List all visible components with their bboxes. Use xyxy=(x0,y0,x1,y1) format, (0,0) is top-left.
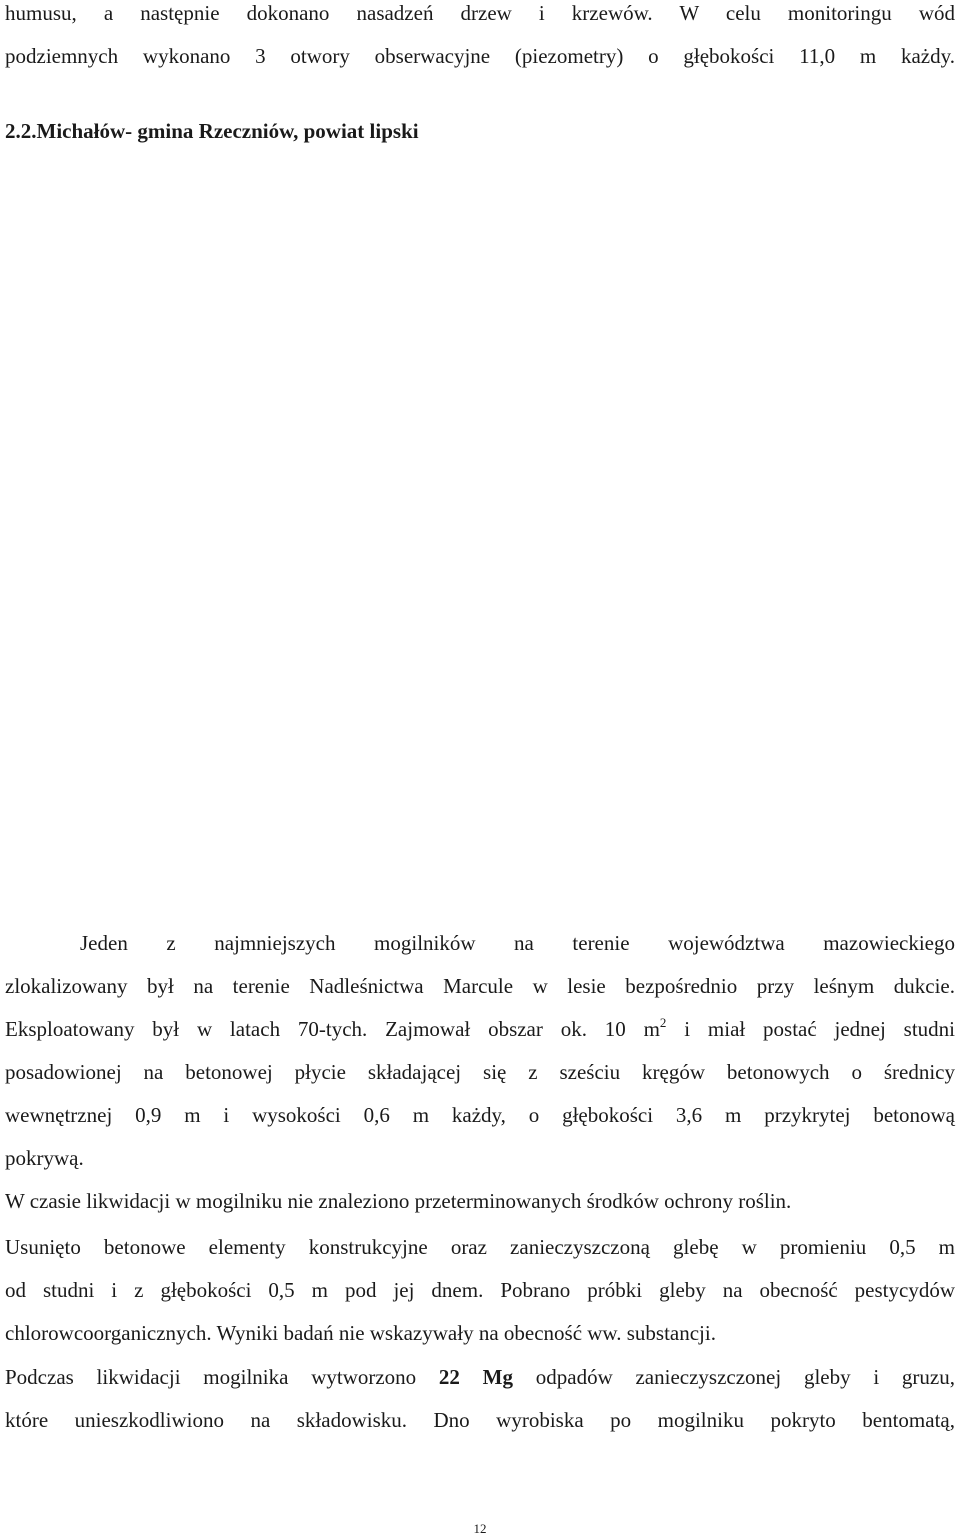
para1-line-3 xyxy=(5,1016,955,1042)
para1-line-4: posadowionej na betonowej płycie składającej się z sześciu kręgów betonowych o średnicy xyxy=(5,1060,955,1084)
para1-line-3-text: Eksploatowany był w latach 70-tych. Zajmował obszar ok. 10 m xyxy=(5,1017,660,1041)
section-heading: 2.2.Michałów- gmina Rzeczniów, powiat lipski xyxy=(5,119,419,143)
intro-line-1: humusu, a następnie dokonano nasadzeń drzew i krzewów. W celu monitoringu wód xyxy=(5,1,955,25)
para1-line-1: Jeden z najmniejszych mogilników na terenie województwa mazowieckiego xyxy=(80,931,955,955)
page-number: 12 xyxy=(473,1521,487,1536)
para2-line: W czasie likwidacji w mogilniku nie znaleziono przeterminowanych środków ochrony roślin. xyxy=(5,1189,792,1213)
para3-line-1: Usunięto betonowe elementy konstrukcyjne oraz zanieczyszczoną glebę w promieniu 0,5 m xyxy=(5,1235,955,1259)
para1-line-6: pokrywą. xyxy=(5,1146,84,1170)
para3-line-3: chlorowcoorganicznych. Wyniki badań nie wskazywały na obecność ww. substancji. xyxy=(5,1321,716,1345)
para4-line-1 xyxy=(5,1364,955,1390)
figure-area xyxy=(5,160,955,900)
waste-amount: 22 Mg xyxy=(438,1365,513,1389)
para3-line-2: od studni i z głębokości 0,5 m pod jej dnem. Pobrano próbki gleby na obecność pestycydów xyxy=(5,1278,955,1302)
intro-line-2: podziemnych wykonano 3 otwory obserwacyjne (piezometry) o głębokości 11,0 m każdy. xyxy=(5,44,955,68)
superscript-2: 2 xyxy=(659,1015,667,1030)
para1-line-5: wewnętrznej 0,9 m i wysokości 0,6 m każdy, o głębokości 3,6 m przykrytej betonową xyxy=(5,1103,955,1127)
para4-line-2: które unieszkodliwiono na składowisku. Dno wyrobiska po mogilniku pokryto bentomatą, xyxy=(5,1408,955,1432)
para4-line-1-text: Podczas likwidacji mogilnika wytworzono xyxy=(5,1365,439,1389)
para1-line-3-rest: i miał postać jednej studni xyxy=(666,1017,955,1041)
para1-line-2: zlokalizowany był na terenie Nadleśnictwa Marcule w lesie bezpośrednio przy leśnym dukcie. xyxy=(5,974,955,998)
para4-line-1-rest: odpadów zanieczyszczonej gleby i gruzu, xyxy=(513,1365,955,1389)
